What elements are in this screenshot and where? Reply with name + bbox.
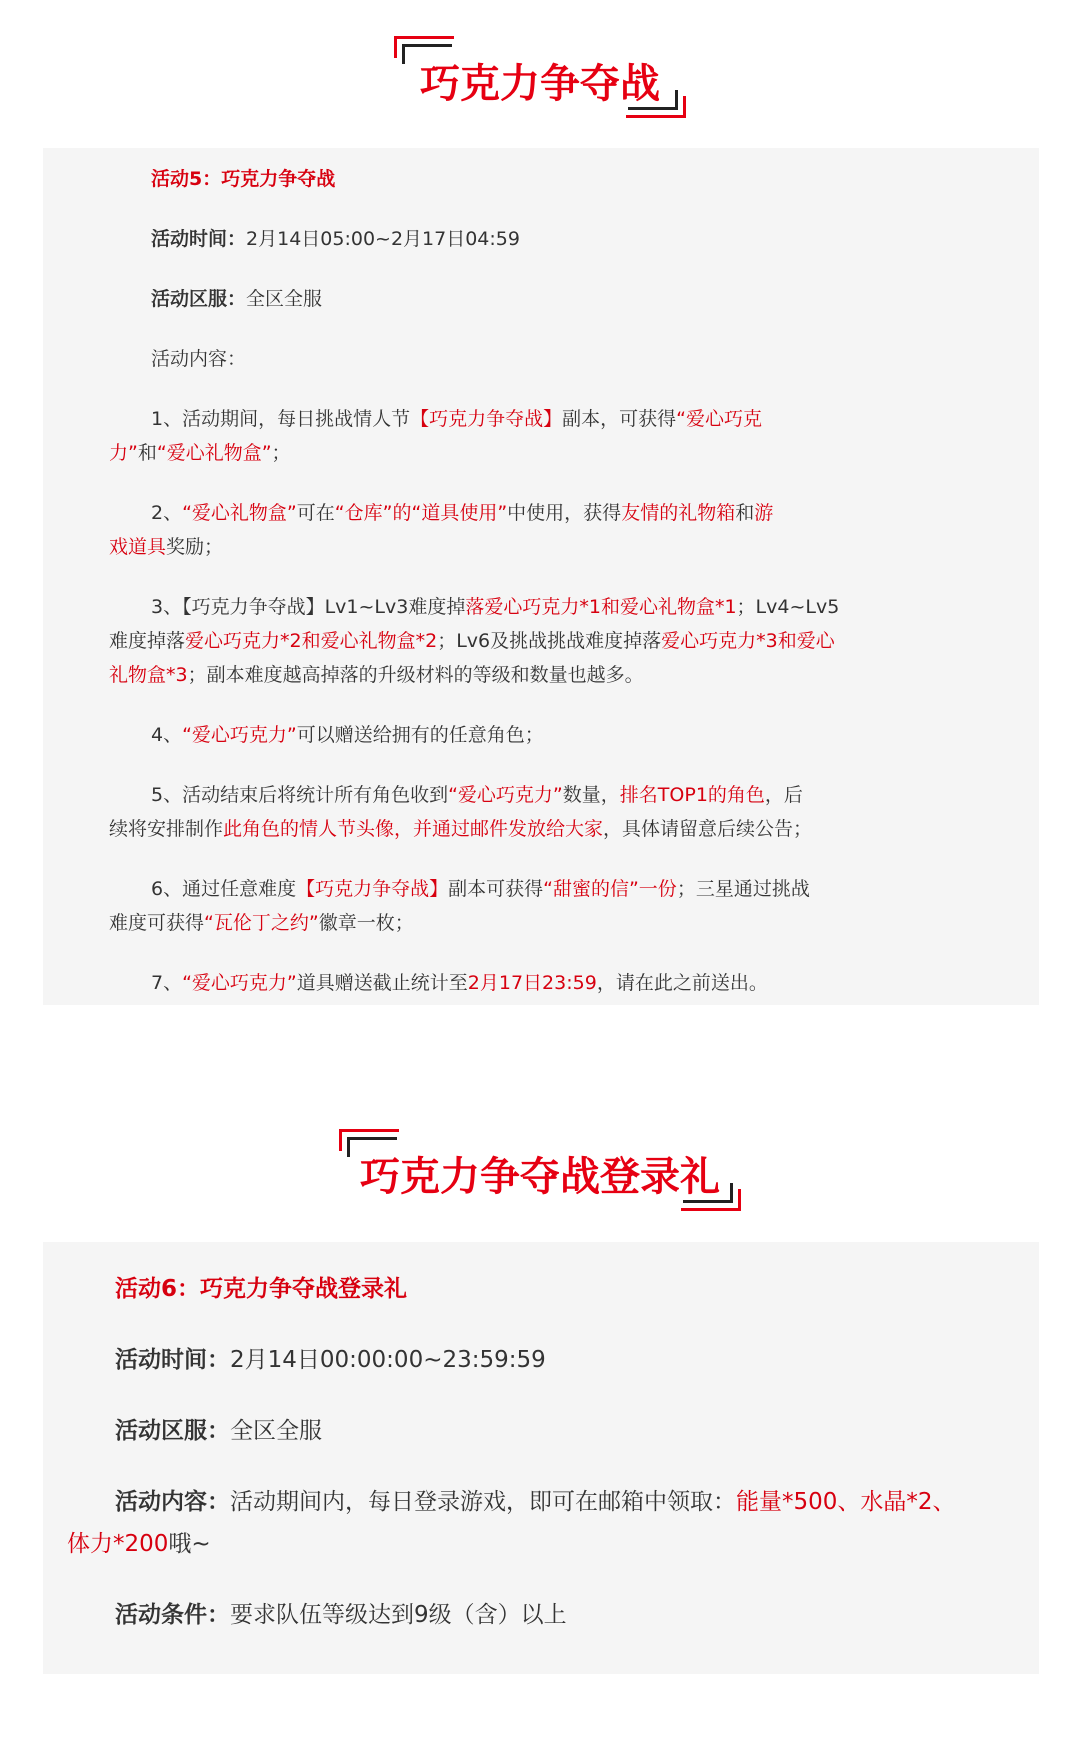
list-item-7: 7、“爱心巧克力”道具赠送截止统计至2月17日23:59，请在此之前送出。 <box>151 972 768 994</box>
condition-value: 要求队伍等级达到9级（含）以上 <box>230 1602 567 1628</box>
list-item-6-line2: 难度可获得“瓦伦丁之约”徽章一枚； <box>109 912 414 934</box>
activity6-condition-row <box>115 1596 567 1629</box>
activity5-panel <box>43 148 1039 1005</box>
region-value: 全区全服 <box>230 1418 322 1444</box>
section1-title: 巧克力争夺战 <box>420 61 660 107</box>
list-item-1-line1: 1、活动期间，每日挑战情人节【巧克力争夺战】副本，可获得“爱心巧克 <box>151 408 762 430</box>
activity5-time-row <box>151 224 520 251</box>
list-item-4: 4、“爱心巧克力”可以赠送给拥有的任意角色； <box>151 724 544 746</box>
activity6-content-line2: 体力*200哦~ <box>67 1531 211 1557</box>
list-item-5-line1: 5、活动结束后将统计所有角色收到“爱心巧克力”数量，排名TOP1的角色，后 <box>151 784 803 806</box>
activity6-region-row <box>115 1412 322 1445</box>
list-item-3-line1: 3、【巧克力争夺战】Lv1~Lv3难度掉落爱心巧克力*1和爱心礼物盒*1；Lv4~Lv5 <box>151 596 840 618</box>
time-label: 活动时间： <box>151 228 247 250</box>
list-item-2-line1: 2、“爱心礼物盒”可在“仓库”的“道具使用”中使用，获得友情的礼物箱和游 <box>151 502 774 524</box>
region-label: 活动区服： <box>151 288 247 310</box>
list-item-5-line2: 续将安排制作此角色的情人节头像，并通过邮件发放给大家，具体请留意后续公告； <box>109 818 813 840</box>
activity6-content-line1: 活动内容：活动期间内，每日登录游戏，即可在邮箱中领取：能量*500、水晶*2、 <box>115 1489 956 1515</box>
time-value: 2月14日05:00~2月17日04:59 <box>246 228 520 250</box>
condition-label: 活动条件： <box>115 1602 230 1628</box>
list-item-1-line2: 力”和“爱心礼物盒”； <box>109 442 291 464</box>
activity6-heading: 活动6：巧克力争夺战登录礼 <box>115 1276 408 1302</box>
list-item-6-line1: 6、通过任意难度【巧克力争夺战】副本可获得“甜蜜的信”一份；三星通过挑战 <box>151 878 810 900</box>
region-label: 活动区服： <box>115 1418 230 1444</box>
content-label: 活动内容： <box>115 1489 230 1515</box>
activity6-panel <box>43 1242 1039 1674</box>
activity5-heading: 活动5：巧克力争夺战 <box>151 168 336 190</box>
list-item-3-line3: 礼物盒*3；副本难度越高掉落的升级材料的等级和数量也越多。 <box>109 664 644 686</box>
region-value: 全区全服 <box>246 288 323 310</box>
list-item-2-line2: 戏道具奖励； <box>109 536 224 558</box>
activity5-region-row <box>151 284 322 311</box>
list-item-3-line2: 难度掉落爱心巧克力*2和爱心礼物盒*2；Lv6及挑战挑战难度掉落爱心巧克力*3和爱心 <box>109 630 835 652</box>
section2-title: 巧克力争夺战登录礼 <box>360 1154 720 1200</box>
time-value: 2月14日00:00:00~23:59:59 <box>230 1347 546 1373</box>
activity6-time-row <box>115 1341 546 1374</box>
section1-title-banner <box>0 32 1080 122</box>
activity5-content-label: 活动内容： <box>151 348 247 370</box>
time-label: 活动时间： <box>115 1347 230 1373</box>
section2-title-banner <box>0 1125 1080 1215</box>
